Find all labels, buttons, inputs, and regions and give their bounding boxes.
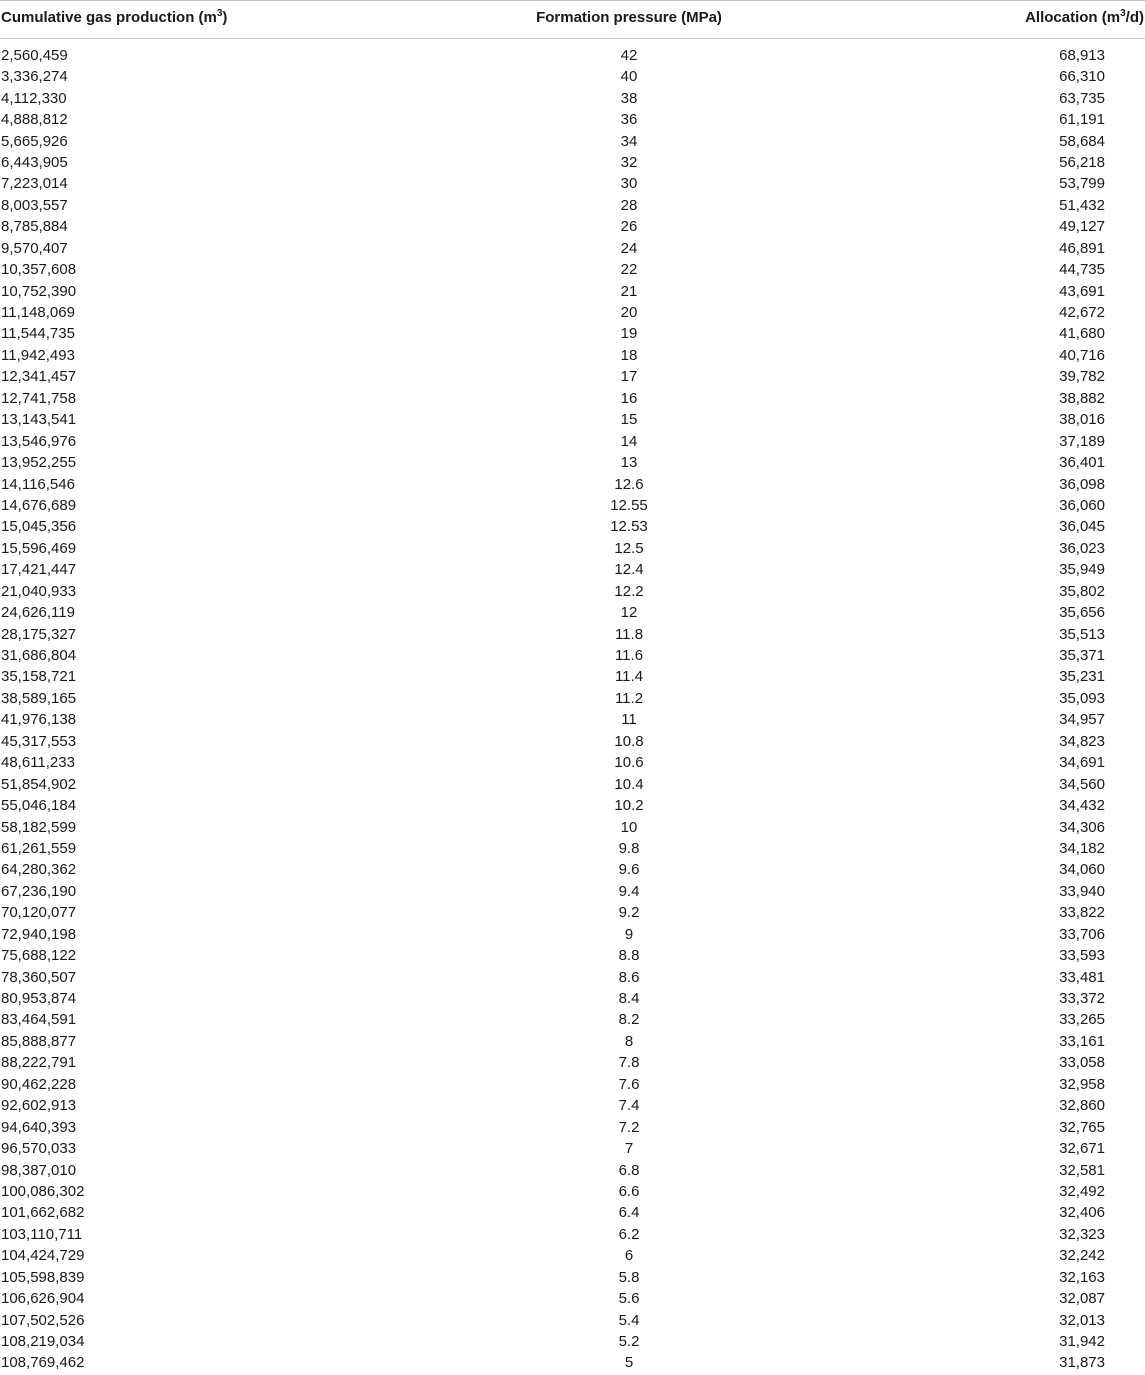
formation-pressure-cell: 17 — [620, 368, 638, 386]
column-header-label: Allocation (m — [1025, 9, 1121, 26]
table-row — [0, 645, 1145, 666]
formation-pressure-cell: 11.8 — [614, 625, 644, 643]
allocation-cell: 32,242 — [1059, 1247, 1105, 1265]
table-row — [0, 1074, 1145, 1095]
cumulative-gas-production-cell: 13,546,976 — [1, 432, 77, 450]
allocation-cell: 33,161 — [1059, 1032, 1105, 1050]
cumulative-gas-production-cell: 24,626,119 — [1, 604, 75, 622]
cumulative-gas-production-cell: 15,596,469 — [1, 539, 77, 557]
table-row — [0, 1309, 1145, 1330]
formation-pressure-cell: 13 — [620, 454, 638, 472]
column-header-label: Cumulative gas production (m — [1, 9, 217, 26]
cumulative-gas-production-cell: 8,003,557 — [1, 196, 68, 214]
table-row — [0, 795, 1145, 816]
formation-pressure-cell: 11.4 — [614, 668, 644, 686]
formation-pressure-cell: 11.6 — [614, 647, 644, 665]
allocation-cell: 35,949 — [1059, 561, 1105, 579]
cumulative-gas-production-cell: 108,219,034 — [1, 1333, 85, 1351]
cumulative-gas-production-cell: 15,045,356 — [1, 518, 77, 536]
cumulative-gas-production-cell: 96,570,033 — [1, 1140, 77, 1158]
column-header-allocation — [858, 1, 1145, 39]
cumulative-gas-production-cell: 41,976,138 — [1, 711, 77, 729]
allocation-cell: 49,127 — [1059, 218, 1105, 236]
formation-pressure-cell: 34 — [620, 132, 638, 150]
table-row — [0, 130, 1145, 151]
formation-pressure-cell: 42 — [620, 47, 638, 64]
table-row — [0, 216, 1145, 237]
formation-pressure-cell: 6 — [624, 1247, 634, 1265]
table-row — [0, 1159, 1145, 1180]
table-row — [0, 409, 1145, 430]
table-row — [0, 581, 1145, 602]
cumulative-gas-production-cell: 94,640,393 — [1, 1118, 77, 1136]
cumulative-gas-production-cell: 85,888,877 — [1, 1032, 77, 1050]
table-row — [0, 945, 1145, 966]
allocation-cell: 31,873 — [1059, 1354, 1105, 1372]
allocation-cell: 32,406 — [1059, 1204, 1105, 1222]
allocation-cell: 56,218 — [1059, 153, 1105, 171]
allocation-cell: 68,913 — [1059, 47, 1105, 64]
formation-pressure-cell: 11.2 — [614, 689, 644, 707]
table-row — [0, 495, 1145, 516]
table-row — [0, 152, 1145, 173]
formation-pressure-cell: 10 — [620, 818, 638, 836]
table-row — [0, 452, 1145, 473]
formation-pressure-cell: 9.8 — [618, 839, 640, 857]
table-row — [0, 302, 1145, 323]
allocation-cell: 36,060 — [1059, 496, 1105, 514]
formation-pressure-cell: 28 — [620, 196, 638, 214]
table-row — [0, 1202, 1145, 1223]
formation-pressure-cell: 6.8 — [618, 1161, 640, 1179]
table-row — [0, 1288, 1145, 1309]
table-row — [0, 87, 1145, 108]
table-row — [0, 39, 1145, 67]
formation-pressure-cell: 22 — [620, 261, 638, 279]
formation-pressure-cell: 24 — [620, 239, 638, 257]
allocation-cell: 33,822 — [1059, 904, 1105, 922]
cumulative-gas-production-cell: 2,560,459 — [1, 47, 68, 64]
formation-pressure-cell: 5.4 — [618, 1311, 640, 1329]
column-header-superscript: 3 — [1120, 8, 1126, 19]
cumulative-gas-production-cell: 48,611,233 — [1, 754, 75, 772]
cumulative-gas-production-cell: 72,940,198 — [1, 925, 77, 943]
table-row — [0, 280, 1145, 301]
allocation-cell: 38,882 — [1059, 389, 1105, 407]
formation-pressure-cell: 5.8 — [618, 1268, 640, 1286]
cumulative-gas-production-cell: 21,040,933 — [1, 582, 77, 600]
cumulative-gas-production-cell: 12,741,758 — [1, 389, 77, 407]
table-row — [0, 430, 1145, 451]
formation-pressure-cell: 8.2 — [618, 1011, 640, 1029]
allocation-cell: 33,940 — [1059, 882, 1105, 900]
cumulative-gas-production-cell: 5,665,926 — [1, 132, 68, 150]
cumulative-gas-production-cell: 11,544,735 — [1, 325, 75, 343]
allocation-cell: 36,401 — [1059, 454, 1105, 472]
allocation-cell: 32,163 — [1059, 1268, 1105, 1286]
formation-pressure-cell: 10.4 — [614, 775, 644, 793]
allocation-cell: 44,735 — [1059, 261, 1105, 279]
formation-pressure-cell: 12 — [620, 604, 638, 622]
column-header-superscript: 3 — [216, 8, 223, 19]
formation-pressure-cell: 20 — [620, 304, 638, 322]
allocation-cell: 32,765 — [1059, 1118, 1105, 1136]
allocation-cell: 36,023 — [1059, 539, 1105, 557]
cumulative-gas-production-cell: 31,686,804 — [1, 647, 77, 665]
allocation-cell: 41,680 — [1059, 325, 1105, 343]
allocation-cell: 32,581 — [1059, 1161, 1105, 1179]
cumulative-gas-production-cell: 13,952,255 — [1, 454, 77, 472]
table-row — [0, 902, 1145, 923]
allocation-cell: 43,691 — [1059, 282, 1105, 300]
formation-pressure-cell: 7.8 — [618, 1054, 640, 1072]
allocation-cell: 34,182 — [1059, 839, 1105, 857]
cumulative-gas-production-cell: 80,953,874 — [1, 990, 77, 1008]
cumulative-gas-production-cell: 51,854,902 — [1, 775, 77, 793]
cumulative-gas-production-cell: 35,158,721 — [1, 668, 77, 686]
formation-pressure-cell: 32 — [620, 153, 638, 171]
table-row — [0, 388, 1145, 409]
formation-pressure-cell: 30 — [620, 175, 638, 193]
cumulative-gas-production-cell: 55,046,184 — [1, 797, 77, 815]
allocation-cell: 36,098 — [1059, 475, 1105, 493]
cumulative-gas-production-cell: 3,336,274 — [1, 68, 68, 86]
formation-pressure-cell: 10.6 — [614, 754, 644, 772]
formation-pressure-cell: 15 — [620, 411, 638, 429]
allocation-cell: 53,799 — [1059, 175, 1105, 193]
table-header — [0, 1, 1145, 39]
formation-pressure-cell: 18 — [620, 346, 638, 364]
allocation-cell: 33,058 — [1059, 1054, 1105, 1072]
column-header-cumulative-gas-production — [0, 1, 400, 39]
cumulative-gas-production-cell: 11,942,493 — [1, 346, 75, 364]
table-row — [0, 66, 1145, 87]
cumulative-gas-production-cell: 75,688,122 — [1, 947, 77, 965]
table-row — [0, 345, 1145, 366]
cumulative-gas-production-cell: 64,280,362 — [1, 861, 77, 879]
table-row — [0, 816, 1145, 837]
allocation-cell: 38,016 — [1059, 411, 1105, 429]
formation-pressure-cell: 6.6 — [618, 1182, 640, 1200]
formation-pressure-cell: 12.6 — [614, 475, 644, 493]
formation-pressure-cell: 8.8 — [618, 947, 640, 965]
table-row — [0, 666, 1145, 687]
column-header-suffix: ) — [222, 9, 228, 26]
table-row — [0, 538, 1145, 559]
table-row — [0, 1331, 1145, 1352]
table-row — [0, 109, 1145, 130]
cumulative-gas-production-cell: 105,598,839 — [1, 1268, 85, 1286]
formation-pressure-cell: 11 — [621, 711, 637, 729]
formation-pressure-cell: 12.4 — [614, 561, 644, 579]
cumulative-gas-production-cell: 6,443,905 — [1, 153, 68, 171]
table-row — [0, 773, 1145, 794]
cumulative-gas-production-cell: 107,502,526 — [1, 1311, 85, 1329]
allocation-cell: 31,942 — [1059, 1333, 1105, 1351]
formation-pressure-cell: 5.6 — [618, 1290, 640, 1308]
allocation-cell: 61,191 — [1059, 111, 1105, 129]
table-row — [0, 924, 1145, 945]
cumulative-gas-production-cell: 103,110,711 — [1, 1225, 83, 1243]
cumulative-gas-production-cell: 8,785,884 — [1, 218, 68, 236]
table-row — [0, 688, 1145, 709]
table-row — [0, 838, 1145, 859]
table-row — [0, 559, 1145, 580]
table-body — [0, 39, 1145, 1374]
cumulative-gas-production-cell: 98,387,010 — [1, 1161, 77, 1179]
formation-pressure-cell: 9.2 — [618, 904, 640, 922]
cumulative-gas-production-cell: 101,662,682 — [1, 1204, 85, 1222]
cumulative-gas-production-cell: 67,236,190 — [1, 882, 77, 900]
cumulative-gas-production-cell: 17,421,447 — [1, 561, 77, 579]
cumulative-gas-production-cell: 58,182,599 — [1, 818, 77, 836]
formation-pressure-cell: 7.4 — [618, 1097, 640, 1115]
formation-pressure-cell: 5.2 — [618, 1333, 640, 1351]
formation-pressure-cell: 16 — [620, 389, 638, 407]
allocation-cell: 34,560 — [1059, 775, 1105, 793]
column-header-suffix: /d) — [1125, 9, 1144, 26]
allocation-cell: 33,265 — [1059, 1011, 1105, 1029]
cumulative-gas-production-cell: 88,222,791 — [1, 1054, 77, 1072]
allocation-cell: 34,691 — [1059, 754, 1105, 772]
allocation-cell: 40,716 — [1059, 346, 1105, 364]
column-header-formation-pressure — [400, 1, 858, 39]
cumulative-gas-production-cell: 10,357,608 — [1, 261, 77, 279]
table-row — [0, 1116, 1145, 1137]
table-row — [0, 173, 1145, 194]
formation-pressure-cell: 10.8 — [614, 732, 644, 750]
cumulative-gas-production-cell: 106,626,904 — [1, 1290, 85, 1308]
table-row — [0, 1224, 1145, 1245]
allocation-cell: 33,593 — [1059, 947, 1105, 965]
allocation-cell: 34,823 — [1059, 732, 1105, 750]
formation-pressure-cell: 36 — [620, 111, 638, 129]
formation-pressure-cell: 7.6 — [618, 1075, 640, 1093]
allocation-cell: 32,492 — [1059, 1182, 1105, 1200]
table-row — [0, 259, 1145, 280]
cumulative-gas-production-cell: 45,317,553 — [1, 732, 77, 750]
allocation-cell: 33,372 — [1059, 990, 1105, 1008]
allocation-cell: 35,231 — [1059, 668, 1105, 686]
formation-pressure-cell: 9.6 — [618, 861, 640, 879]
cumulative-gas-production-cell: 4,888,812 — [1, 111, 68, 129]
formation-pressure-cell: 21 — [620, 282, 638, 300]
allocation-cell: 32,013 — [1059, 1311, 1105, 1329]
formation-pressure-cell: 10.2 — [614, 797, 644, 815]
table-row — [0, 238, 1145, 259]
allocation-cell: 37,189 — [1059, 432, 1105, 450]
allocation-cell: 35,093 — [1059, 689, 1105, 707]
table-row — [0, 1009, 1145, 1030]
table-row — [0, 731, 1145, 752]
cumulative-gas-production-cell: 9,570,407 — [1, 239, 68, 257]
allocation-cell: 51,432 — [1059, 196, 1105, 214]
formation-pressure-cell: 19 — [620, 325, 638, 343]
cumulative-gas-production-cell: 7,223,014 — [1, 175, 68, 193]
allocation-cell: 39,782 — [1059, 368, 1105, 386]
formation-pressure-cell: 12.5 — [614, 539, 644, 557]
cumulative-gas-production-cell: 83,464,591 — [1, 1011, 77, 1029]
formation-pressure-cell: 12.55 — [610, 496, 648, 514]
allocation-cell: 63,735 — [1059, 89, 1105, 107]
cumulative-gas-production-cell: 10,752,390 — [1, 282, 77, 300]
allocation-cell: 33,481 — [1059, 968, 1105, 986]
cumulative-gas-production-cell: 14,116,546 — [1, 475, 75, 493]
formation-pressure-cell: 8.6 — [618, 968, 640, 986]
allocation-cell: 32,671 — [1059, 1140, 1105, 1158]
cumulative-gas-production-cell: 11,148,069 — [1, 304, 75, 322]
table-row — [0, 1052, 1145, 1073]
cumulative-gas-production-cell: 14,676,689 — [1, 496, 77, 514]
table-row — [0, 366, 1145, 387]
cumulative-gas-production-cell: 78,360,507 — [1, 968, 77, 986]
allocation-cell: 35,513 — [1059, 625, 1105, 643]
table-row — [0, 988, 1145, 1009]
allocation-cell: 32,860 — [1059, 1097, 1105, 1115]
formation-pressure-cell: 7 — [624, 1140, 634, 1158]
formation-pressure-cell: 12.53 — [610, 518, 648, 536]
table-row — [0, 602, 1145, 623]
table-row — [0, 516, 1145, 537]
table-row — [0, 623, 1145, 644]
cumulative-gas-production-cell: 38,589,165 — [1, 689, 77, 707]
allocation-cell: 32,958 — [1059, 1075, 1105, 1093]
cumulative-gas-production-cell: 28,175,327 — [1, 625, 77, 643]
allocation-cell: 58,684 — [1059, 132, 1105, 150]
formation-pressure-cell: 38 — [620, 89, 638, 107]
formation-pressure-cell: 8.4 — [618, 990, 640, 1008]
table-row — [0, 1031, 1145, 1052]
cumulative-gas-production-cell: 70,120,077 — [1, 904, 77, 922]
allocation-cell: 35,371 — [1059, 647, 1105, 665]
allocation-cell: 34,060 — [1059, 861, 1105, 879]
table-row — [0, 1245, 1145, 1266]
allocation-cell: 33,706 — [1059, 925, 1105, 943]
cumulative-gas-production-cell: 100,086,302 — [1, 1182, 85, 1200]
table-row — [0, 859, 1145, 880]
formation-pressure-cell: 9.4 — [618, 882, 640, 900]
table-row — [0, 1181, 1145, 1202]
formation-pressure-cell: 26 — [620, 218, 638, 236]
cumulative-gas-production-cell: 12,341,457 — [1, 368, 77, 386]
allocation-cell: 32,323 — [1059, 1225, 1105, 1243]
cumulative-gas-production-cell: 108,769,462 — [1, 1354, 85, 1372]
cumulative-gas-production-cell: 92,602,913 — [1, 1097, 77, 1115]
formation-pressure-cell: 14 — [620, 432, 638, 450]
allocation-cell: 35,656 — [1059, 604, 1105, 622]
allocation-cell: 32,087 — [1059, 1290, 1105, 1308]
formation-pressure-cell: 7.2 — [618, 1118, 640, 1136]
table-row — [0, 709, 1145, 730]
allocation-cell: 46,891 — [1059, 239, 1105, 257]
header-row — [0, 1, 1145, 39]
cumulative-gas-production-cell: 90,462,228 — [1, 1075, 77, 1093]
table-row — [0, 323, 1145, 344]
formation-pressure-cell: 5 — [624, 1354, 634, 1372]
formation-pressure-cell: 12.2 — [614, 582, 644, 600]
allocation-cell: 34,432 — [1059, 797, 1105, 815]
allocation-cell: 34,306 — [1059, 818, 1105, 836]
formation-pressure-cell: 8 — [624, 1032, 634, 1050]
table-row — [0, 1352, 1145, 1373]
table-row — [0, 881, 1145, 902]
column-header-label: Formation pressure (MPa) — [536, 9, 722, 26]
table-row — [0, 1267, 1145, 1288]
table-row — [0, 195, 1145, 216]
allocation-cell: 35,802 — [1059, 582, 1105, 600]
cumulative-gas-production-cell: 104,424,729 — [1, 1247, 85, 1265]
allocation-cell: 42,672 — [1059, 304, 1105, 322]
allocation-cell: 34,957 — [1059, 711, 1105, 729]
formation-pressure-cell: 6.2 — [618, 1225, 640, 1243]
table-row — [0, 1138, 1145, 1159]
formation-pressure-cell: 9 — [624, 925, 634, 943]
formation-pressure-cell: 40 — [620, 68, 638, 86]
allocation-cell: 66,310 — [1059, 68, 1105, 86]
table-row — [0, 473, 1145, 494]
allocation-cell: 36,045 — [1059, 518, 1105, 536]
table-row — [0, 1095, 1145, 1116]
table-row — [0, 752, 1145, 773]
cumulative-gas-production-cell: 4,112,330 — [1, 89, 67, 107]
cumulative-gas-production-cell: 61,261,559 — [1, 839, 77, 857]
table-row — [0, 966, 1145, 987]
formation-pressure-cell: 6.4 — [618, 1204, 640, 1222]
cumulative-gas-production-cell: 13,143,541 — [1, 411, 77, 429]
